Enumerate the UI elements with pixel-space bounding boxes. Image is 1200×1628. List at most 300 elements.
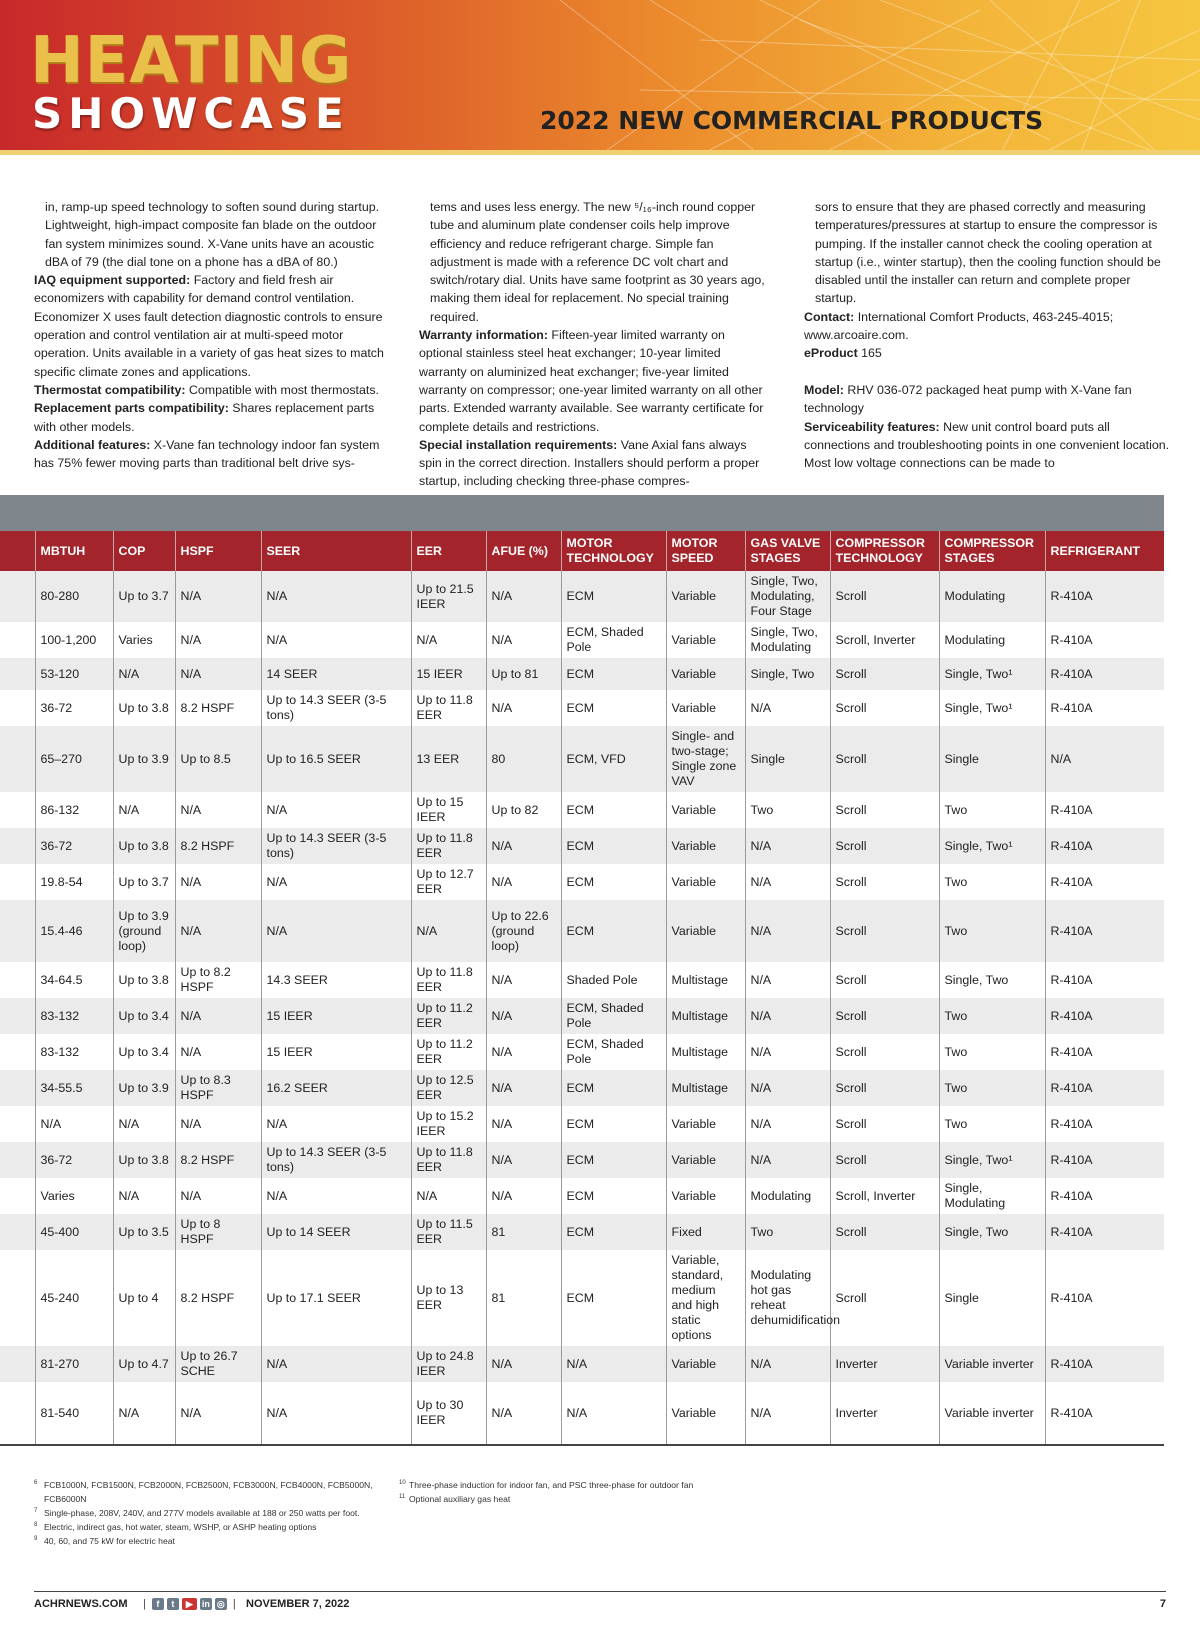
table-cell: Single, Two xyxy=(939,962,1045,998)
table-cell: ECM xyxy=(561,1070,666,1106)
table-cell: 36-72 xyxy=(35,1142,113,1178)
table-cell xyxy=(0,1214,35,1250)
table-row xyxy=(0,690,1164,726)
table-cell: N/A xyxy=(745,1382,830,1444)
paragraph: sors to ensure that they are phased correctly and measuring temperatures/pressures at startup to ensure the compressor is pumping. If the installer cannot check the cooling operation at startup (i.e., winter startup), then the cooling function should be disabled until the installer can return and complete proper startup. xyxy=(815,200,1161,306)
table-cell: Up to 3.8 xyxy=(113,828,175,864)
table-cell: Single, Two¹ xyxy=(939,658,1045,690)
table-cell: N/A xyxy=(411,1178,486,1214)
table-cell: Up to 14.3 SEER (3-5 tons) xyxy=(261,828,411,864)
page-footer xyxy=(34,1596,1166,1614)
table-cell: N/A xyxy=(561,1346,666,1382)
table-cell: ECM xyxy=(561,571,666,622)
table-cell xyxy=(0,828,35,864)
column-header: GAS VALVE STAGES xyxy=(745,531,830,571)
table-cell: N/A xyxy=(486,622,561,658)
table-cell: 81-270 xyxy=(35,1346,113,1382)
table-cell: 8.2 HSPF xyxy=(175,690,261,726)
table-row xyxy=(0,998,1164,1034)
table-cell: Single xyxy=(939,726,1045,792)
column-header: MOTOR TECHNOLOGY xyxy=(561,531,666,571)
separator: | xyxy=(143,1598,146,1610)
footnote xyxy=(34,1478,394,1506)
social-icons xyxy=(140,1597,239,1611)
table-cell: N/A xyxy=(175,1106,261,1142)
table-cell: Up to 16.5 SEER xyxy=(261,726,411,792)
table-cell: 53-120 xyxy=(35,658,113,690)
footnote-mark: 9 xyxy=(34,1536,38,1542)
table-cell: ECM xyxy=(561,792,666,828)
table-cell: ECM xyxy=(561,1142,666,1178)
table-cell: N/A xyxy=(745,1070,830,1106)
table-cell: ECM xyxy=(561,1250,666,1346)
table-cell: Two xyxy=(939,864,1045,900)
table-cell: N/A xyxy=(175,1382,261,1444)
table-cell xyxy=(0,864,35,900)
column-header: SEER xyxy=(261,531,411,571)
paragraph: tems and uses less energy. The new ⁵/₁₆-inch round copper tube and aluminum plate condenser coils help improve efficiency and reduce refrigerant charge. Simple fan adjustment is made with a reference DC volt chart and switch/rotary dial. Units have same footprint as 30 years ago, making them ideal for replacement. No special training required. xyxy=(430,200,765,324)
table-cell: N/A xyxy=(486,1106,561,1142)
footnote-text: 40, 60, and 75 kW for electric heat xyxy=(44,1536,175,1546)
table-cell: Single xyxy=(745,726,830,792)
table-cell: Scroll xyxy=(830,690,939,726)
section-title-heating: HEATING xyxy=(30,24,353,98)
table-cell: Variable xyxy=(666,658,745,690)
table-cell: R-410A xyxy=(1045,1346,1164,1382)
table-cell: R-410A xyxy=(1045,1142,1164,1178)
table-cell: N/A xyxy=(486,828,561,864)
table-cell: Up to 8.2 HSPF xyxy=(175,962,261,998)
table-cell: N/A xyxy=(175,998,261,1034)
table-cell: 8.2 HSPF xyxy=(175,828,261,864)
table-cell: Single, Two¹ xyxy=(939,828,1045,864)
table-cell: N/A xyxy=(745,962,830,998)
table-cell: Up to 14 SEER xyxy=(261,1214,411,1250)
table-cell: Variable xyxy=(666,1346,745,1382)
table-cell: N/A xyxy=(486,962,561,998)
article-column-2 xyxy=(419,198,769,491)
footnote-text: FCB1000N, FCB1500N, FCB2000N, FCB2500N, FCB3000N, FCB4000N, FCB5000N, FCB6000N xyxy=(44,1480,373,1504)
table-cell: ECM xyxy=(561,1214,666,1250)
table-cell xyxy=(0,726,35,792)
table-cell: 16.2 SEER xyxy=(261,1070,411,1106)
table-cell: 14 SEER xyxy=(261,658,411,690)
table-cell: Up to 3.8 xyxy=(113,1142,175,1178)
table-cell: N/A xyxy=(175,792,261,828)
table-cell: Inverter xyxy=(830,1346,939,1382)
table-cell: N/A xyxy=(261,864,411,900)
table-cell: Single- and two-stage; Single zone VAV xyxy=(666,726,745,792)
footnote xyxy=(399,1478,819,1492)
table-cell: Single, Two xyxy=(939,1214,1045,1250)
table-row xyxy=(0,1106,1164,1142)
table-cell: ECM, Shaded Pole xyxy=(561,998,666,1034)
table-cell: Scroll xyxy=(830,571,939,622)
products-table-wrapper xyxy=(0,531,1164,1444)
youtube-icon[interactable]: ▶ xyxy=(182,1598,197,1610)
table-cell xyxy=(0,1178,35,1214)
footnote-text: Three-phase induction for indoor fan, and PSC three-phase for outdoor fan xyxy=(409,1480,694,1490)
column-header: AFUE (%) xyxy=(486,531,561,571)
table-cell: Up to 15 IEER xyxy=(411,792,486,828)
table-cell: N/A xyxy=(486,864,561,900)
table-cell: Up to 3.4 xyxy=(113,1034,175,1070)
table-cell: Up to 14.3 SEER (3-5 tons) xyxy=(261,690,411,726)
footnote-text: Optional auxiliary gas heat xyxy=(409,1494,511,1504)
table-cell: N/A xyxy=(261,1382,411,1444)
table-row xyxy=(0,864,1164,900)
spacer xyxy=(804,363,1170,381)
footnote-mark: 7 xyxy=(34,1508,38,1514)
table-cell: Modulating xyxy=(745,1178,830,1214)
table-cell: Variable, standard, medium and high static options xyxy=(666,1250,745,1346)
table-cell: Variable xyxy=(666,571,745,622)
table-cell: Two xyxy=(939,998,1045,1034)
table-cell: Up to 3.9 (ground loop) xyxy=(113,900,175,962)
table-cell: Up to 11.8 EER xyxy=(411,690,486,726)
table-cell: N/A xyxy=(175,900,261,962)
table-cell: Scroll, Inverter xyxy=(830,1178,939,1214)
table-cell: N/A xyxy=(486,1178,561,1214)
table-row xyxy=(0,900,1164,962)
table-cell: 83-132 xyxy=(35,998,113,1034)
table-cell: Up to 3.9 xyxy=(113,726,175,792)
table-cell: 15.4-46 xyxy=(35,900,113,962)
table-cell: Up to 11.2 EER xyxy=(411,1034,486,1070)
table-cell: R-410A xyxy=(1045,864,1164,900)
table-cell: R-410A xyxy=(1045,571,1164,622)
table-cell: N/A xyxy=(745,828,830,864)
table-cell: Up to 4.7 xyxy=(113,1346,175,1382)
table-cell: 8.2 HSPF xyxy=(175,1142,261,1178)
table-cell: Variable xyxy=(666,622,745,658)
table-cell: Scroll xyxy=(830,1214,939,1250)
table-cell: R-410A xyxy=(1045,962,1164,998)
table-cell: 81 xyxy=(486,1214,561,1250)
separator: | xyxy=(232,1598,236,1610)
table-cell: Two xyxy=(745,1214,830,1250)
table-cell: 36-72 xyxy=(35,690,113,726)
table-cell xyxy=(0,1106,35,1142)
table-cell: R-410A xyxy=(1045,828,1164,864)
table-cell: R-410A xyxy=(1045,690,1164,726)
footnotes-right xyxy=(399,1478,819,1506)
table-cell: 13 EER xyxy=(411,726,486,792)
table-row xyxy=(0,1250,1164,1346)
footnote xyxy=(34,1534,394,1548)
table-cell: R-410A xyxy=(1045,622,1164,658)
table-cell: Up to 11.2 EER xyxy=(411,998,486,1034)
table-cell: Up to 12.7 EER xyxy=(411,864,486,900)
table-cell: N/A xyxy=(261,900,411,962)
table-cell: ECM xyxy=(561,658,666,690)
table-cell: Scroll xyxy=(830,658,939,690)
table-cell: 34-55.5 xyxy=(35,1070,113,1106)
table-cell: N/A xyxy=(261,1178,411,1214)
table-cell: ECM xyxy=(561,1178,666,1214)
table-cell: 81-540 xyxy=(35,1382,113,1444)
table-cell: Scroll xyxy=(830,998,939,1034)
table-cell: Up to 81 xyxy=(486,658,561,690)
table-row xyxy=(0,1142,1164,1178)
table-cell: 15 IEER xyxy=(411,658,486,690)
table-cell: Up to 14.3 SEER (3-5 tons) xyxy=(261,1142,411,1178)
footnotes-left xyxy=(34,1478,394,1548)
table-cell: N/A xyxy=(261,571,411,622)
table-cell: Up to 24.8 IEER xyxy=(411,1346,486,1382)
table-cell: Scroll xyxy=(830,792,939,828)
table-bottom-rule xyxy=(0,1444,1164,1446)
table-cell: R-410A xyxy=(1045,1250,1164,1346)
header-banner xyxy=(0,0,1200,155)
twitter-icon[interactable]: t xyxy=(167,1598,179,1610)
table-cell: ECM, Shaded Pole xyxy=(561,1034,666,1070)
table-cell: Variable xyxy=(666,864,745,900)
table-cell: Shaded Pole xyxy=(561,962,666,998)
column-header xyxy=(0,531,35,571)
table-cell: ECM xyxy=(561,864,666,900)
table-cell: N/A xyxy=(113,1382,175,1444)
table-cell: Varies xyxy=(35,1178,113,1214)
footnote xyxy=(34,1506,394,1520)
table-cell: 8.2 HSPF xyxy=(175,1250,261,1346)
column-header: MBTUH xyxy=(35,531,113,571)
table-cell: N/A xyxy=(261,792,411,828)
paragraph: IAQ equipment supported: Factory and field fresh air economizers with capability for demand control ventilation. Economizer X uses fault detection diagnostic controls to ensure operation and control ventilation air at multi-speed motor operation. Units available in a variety of gas heat sizes to match specific climate zones and applications. xyxy=(34,273,384,379)
table-cell: Single xyxy=(939,1250,1045,1346)
table-cell: N/A xyxy=(745,690,830,726)
table-cell: N/A xyxy=(261,1106,411,1142)
column-header: EER xyxy=(411,531,486,571)
table-cell xyxy=(0,658,35,690)
table-cell xyxy=(0,962,35,998)
table-cell: Multistage xyxy=(666,1034,745,1070)
table-cell: Up to 12.5 EER xyxy=(411,1070,486,1106)
table-cell xyxy=(0,1034,35,1070)
table-row xyxy=(0,792,1164,828)
table-cell: R-410A xyxy=(1045,900,1164,962)
column-header: COP xyxy=(113,531,175,571)
table-cell: R-410A xyxy=(1045,998,1164,1034)
table-cell: 45-240 xyxy=(35,1250,113,1346)
table-cell: Scroll xyxy=(830,1106,939,1142)
table-cell: N/A xyxy=(113,1178,175,1214)
table-cell: Multistage xyxy=(666,998,745,1034)
table-cell: N/A xyxy=(113,792,175,828)
footnote-text: Electric, indirect gas, hot water, steam, WSHP, or ASHP heating options xyxy=(44,1522,317,1532)
table-cell: Up to 3.8 xyxy=(113,690,175,726)
column-header: HSPF xyxy=(175,531,261,571)
table-cell xyxy=(0,900,35,962)
table-cell xyxy=(0,690,35,726)
table-cell: Scroll xyxy=(830,900,939,962)
paragraph: Contact: International Comfort Products, 463-245-4015; www.arcoaire.com. xyxy=(804,309,1114,343)
table-cell: Multistage xyxy=(666,962,745,998)
table-cell: N/A xyxy=(486,571,561,622)
paragraph: Serviceability features: New unit control board puts all connections and troubleshooting points in one convenient location. Most low voltage connections can be made to xyxy=(804,419,1170,471)
table-cell: ECM xyxy=(561,1106,666,1142)
table-cell: R-410A xyxy=(1045,792,1164,828)
table-cell: Two xyxy=(939,1106,1045,1142)
table-cell: Up to 11.8 EER xyxy=(411,1142,486,1178)
table-cell: N/A xyxy=(745,1034,830,1070)
table-cell: Up to 82 xyxy=(486,792,561,828)
footnote xyxy=(399,1492,819,1506)
table-cell: ECM xyxy=(561,690,666,726)
column-header: MOTOR SPEED xyxy=(666,531,745,571)
table-cell xyxy=(0,1382,35,1444)
table-cell: 45-400 xyxy=(35,1214,113,1250)
table-cell: Up to 8 HSPF xyxy=(175,1214,261,1250)
table-cell: N/A xyxy=(175,658,261,690)
table-cell: Up to 3.7 xyxy=(113,864,175,900)
table-cell: N/A xyxy=(411,622,486,658)
table-cell: R-410A xyxy=(1045,1214,1164,1250)
table-cell: Variable xyxy=(666,690,745,726)
table-cell: Inverter xyxy=(830,1382,939,1444)
table-cell xyxy=(0,1250,35,1346)
paragraph: Warranty information: Fifteen-year limited warranty on optional stainless steel heat exchanger; 10-year limited warranty on aluminized heat exchanger; five-year limited warranty on compressor; one-year limited warranty on all other parts. Extended warranty available. See warranty certificate for complete details and restrictions. xyxy=(419,328,764,434)
table-cell: Modulating xyxy=(939,571,1045,622)
table-cell: Scroll xyxy=(830,726,939,792)
table-cell: R-410A xyxy=(1045,1178,1164,1214)
table-cell: Up to 11.5 EER xyxy=(411,1214,486,1250)
table-cell: N/A xyxy=(175,864,261,900)
table-cell: N/A xyxy=(745,1106,830,1142)
table-cell xyxy=(0,1070,35,1106)
table-cell: N/A xyxy=(486,690,561,726)
table-cell: Variable xyxy=(666,1178,745,1214)
table-cell: Single, Two, Modulating xyxy=(745,622,830,658)
table-cell: 65–270 xyxy=(35,726,113,792)
table-cell: R-410A xyxy=(1045,658,1164,690)
article-column-1 xyxy=(34,198,384,472)
table-cell xyxy=(0,998,35,1034)
table-row xyxy=(0,622,1164,658)
table-cell: Single, Two xyxy=(745,658,830,690)
table-row xyxy=(0,962,1164,998)
issue-date: NOVEMBER 7, 2022 xyxy=(246,1598,350,1610)
table-top-bar xyxy=(0,495,1164,531)
table-cell xyxy=(0,1142,35,1178)
table-cell: N/A xyxy=(261,622,411,658)
table-cell: Up to 15.2 IEER xyxy=(411,1106,486,1142)
column-header: COMPRESSOR TECHNOLOGY xyxy=(830,531,939,571)
table-cell: Variable xyxy=(666,900,745,962)
table-cell: Up to 13 EER xyxy=(411,1250,486,1346)
table-cell: N/A xyxy=(175,571,261,622)
table-cell: ECM, Shaded Pole xyxy=(561,622,666,658)
table-cell: N/A xyxy=(486,1382,561,1444)
article-body xyxy=(34,198,1170,489)
table-cell: ECM xyxy=(561,828,666,864)
table-cell: 15 IEER xyxy=(261,1034,411,1070)
table-cell: Up to 11.8 EER xyxy=(411,828,486,864)
table-cell: Up to 11.8 EER xyxy=(411,962,486,998)
table-cell: Single, Two¹ xyxy=(939,690,1045,726)
table-cell: N/A xyxy=(35,1106,113,1142)
table-cell: Scroll, Inverter xyxy=(830,622,939,658)
table-cell: N/A xyxy=(261,1346,411,1382)
table-row xyxy=(0,571,1164,622)
footer-rule xyxy=(34,1591,1166,1592)
facebook-icon[interactable]: f xyxy=(152,1598,164,1610)
table-cell: Scroll xyxy=(830,1250,939,1346)
site-link[interactable]: ACHRNEWS.COM xyxy=(34,1598,128,1610)
table-cell: N/A xyxy=(486,1346,561,1382)
table-cell xyxy=(0,622,35,658)
table-cell: 36-72 xyxy=(35,828,113,864)
table-cell: Variable xyxy=(666,792,745,828)
table-cell: N/A xyxy=(745,900,830,962)
table-cell: N/A xyxy=(486,1070,561,1106)
table-cell xyxy=(0,792,35,828)
article-column-3 xyxy=(804,198,1170,472)
table-cell: ECM xyxy=(561,900,666,962)
table-cell: 15 IEER xyxy=(261,998,411,1034)
table-cell: Variable xyxy=(666,1142,745,1178)
table-cell: Up to 21.5 IEER xyxy=(411,571,486,622)
table-cell: Up to 3.4 xyxy=(113,998,175,1034)
table-cell xyxy=(0,1346,35,1382)
table-cell: Scroll xyxy=(830,962,939,998)
table-cell: Scroll xyxy=(830,1142,939,1178)
table-cell: N/A xyxy=(486,1034,561,1070)
table-cell: Modulating hot gas reheat dehumidification xyxy=(745,1250,830,1346)
table-cell: Up to 3.8 xyxy=(113,962,175,998)
table-cell: Up to 3.5 xyxy=(113,1214,175,1250)
table-row xyxy=(0,1214,1164,1250)
table-cell: ECM, VFD xyxy=(561,726,666,792)
table-cell: N/A xyxy=(486,998,561,1034)
table-cell: N/A xyxy=(175,1178,261,1214)
table-cell: Variable xyxy=(666,1106,745,1142)
table-cell: Up to 22.6 (ground loop) xyxy=(486,900,561,962)
table-cell: Two xyxy=(939,1070,1045,1106)
table-cell: N/A xyxy=(745,998,830,1034)
table-cell: N/A xyxy=(175,622,261,658)
table-cell: N/A xyxy=(486,1142,561,1178)
table-cell: N/A xyxy=(745,864,830,900)
table-cell: Single, Modulating xyxy=(939,1178,1045,1214)
table-row xyxy=(0,1034,1164,1070)
table-cell: Scroll xyxy=(830,1034,939,1070)
table-cell: Up to 17.1 SEER xyxy=(261,1250,411,1346)
table-cell: Multistage xyxy=(666,1070,745,1106)
column-header: COMPRESSOR STAGES xyxy=(939,531,1045,571)
table-cell: Variable inverter xyxy=(939,1346,1045,1382)
table-cell xyxy=(0,571,35,622)
table-cell: 19.8-54 xyxy=(35,864,113,900)
table-cell: 83-132 xyxy=(35,1034,113,1070)
instagram-icon[interactable]: ◎ xyxy=(215,1598,227,1610)
table-cell: 81 xyxy=(486,1250,561,1346)
table-cell: Up to 30 IEER xyxy=(411,1382,486,1444)
table-cell: Single, Two¹ xyxy=(939,1142,1045,1178)
table-cell: N/A xyxy=(411,900,486,962)
table-cell: 80-280 xyxy=(35,571,113,622)
table-cell: N/A xyxy=(745,1142,830,1178)
footnote-mark: 11 xyxy=(399,1494,406,1500)
linkedin-icon[interactable]: in xyxy=(201,1599,210,1609)
paragraph: eProduct 165 xyxy=(804,346,882,361)
page-subtitle: 2022 NEW COMMERCIAL PRODUCTS xyxy=(540,106,1044,135)
table-cell: Up to 26.7 SCHE xyxy=(175,1346,261,1382)
banner-edge xyxy=(0,150,1200,155)
table-cell: R-410A xyxy=(1045,1382,1164,1444)
table-cell: N/A xyxy=(175,1034,261,1070)
table-cell: Single, Two, Modulating, Four Stage xyxy=(745,571,830,622)
